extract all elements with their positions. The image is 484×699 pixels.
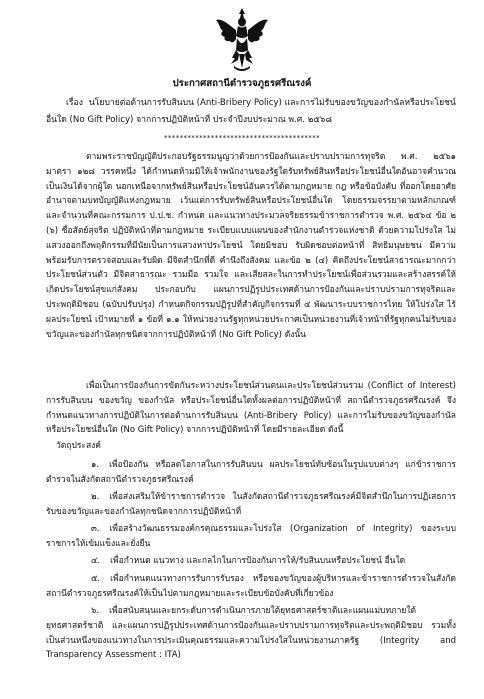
item-number: ๓. bbox=[91, 524, 100, 534]
subject-line bbox=[46, 95, 456, 129]
body-paragraph-2: เพื่อเป็นการป้องกันการขัดกันระหว่างประโยชน์ส่วนตนและประโยชน์ส่วนรวม (Conflict of Interest) การรับสินบน ของขวัญ ของกำนัล หรือประโยชน์อื่นใดทั้งผลต่อการปฏิบัติหน้าที่ สถานีตำรวจภูธรศรีณรงค์ จึงกำหนดแนวทางการปฏิบัติในการต่อต้านการรับสินบน (Anti-Bribery Policy) และการไม่รับของขวัญของกำนัลหรือประโยชน์อื่นใด (No Gift Policy) จากการปฏิบัติหน้าที่ โดยมีรายละเอียด ดังนี้ bbox=[46, 381, 456, 436]
garuda-emblem-icon bbox=[214, 6, 270, 76]
subject-text: นโยบายต่อต้านการรับสินบน (Anti-Bribery Policy) และการไม่รับของขวัญของกำนัลหรือประโยชน์อื่นใด (No Gift Policy) จากการปฏิบัติหน้าที่ ประจำปีงบประมาณ พ.ศ. ๒๕๖๘ bbox=[46, 98, 456, 125]
separator-stars: **************************************** bbox=[164, 134, 320, 142]
objective-item-5 bbox=[46, 572, 456, 602]
item-text: เพื่อสร้างวัฒนธรรมองค์กรคุณธรรมและโปร่งใส (Organization of Integrity) ของระบบราชการให้เข้มแข็งและยั่งยืน bbox=[46, 524, 456, 549]
objective-item-3 bbox=[46, 522, 456, 552]
objective-item-4 bbox=[46, 554, 456, 569]
item-text: เพื่อกำหนดแนวทางการรับการรับรอง หรือของขวัญของผู้บริหารและข้าราชการตำรวจในสังกัดสถานีตำรวจภูธรศรีณรงค์ให้เป็นไปตามกฎหมายและระเบียบข้อบังคับที่เกี่ยวข้อง bbox=[46, 574, 456, 599]
objective-item-2 bbox=[46, 490, 456, 520]
body-paragraph-1: ตามพระราชบัญญัติประกอบรัฐธรรมนูญว่าด้วยการป้องกันและปราบปรามการทุจริต พ.ศ. ๒๕๖๑ มาตรา ๑๒๘ วรรคหนึ่ง ได้กำหนดห้ามมิให้เจ้าพนักงานของรัฐใดรับทรัพย์สินหรือประโยชน์อื่นใดอันอาจคำนวณเป็นเงินได้จากผู้ใด นอกเหนือจากทรัพย์สินหรือประโยชน์อันควรได้ตามกฎหมาย กฎ หรือข้อบังคับ ที่ออกโดยอาศัยอำนาจตามบทบัญญัติแห่งกฎหมาย เว้นแต่การรับทรัพย์สินหรือประโยชน์อื่นใด โดยธรรมจรรยาตามหลักเกณฑ์และจำนวนที่คณะกรรมการ ป.ป.ช. กำหนด และแนวทางประมวลจริยธรรมข้าราชการตำรวจ พ.ศ. ๒๕๖๔ ข้อ ๒ (๖) ซื่อสัตย์สุจริต ปฏิบัติหน้าที่ตามกฎหมาย ระเบียบแบบแผนของสำนักงานตำรวจแห่งชาติ ด้วยความโปร่งใส ไม่แสวงออกถึงพฤติกรรมที่มีนัยเป็นการแสวงหาประโยชน์ โดยมิชอบ รับผิดชอบต่อหน้าที่ สิทธิมนุษยชน มีความพร้อมรับการตรวจสอบและรับผิด มีจิตสำนึกที่ดี คำนึงถึงสังคม และข้อ ๒ (๔) คิดถึงประโยชน์สาธารณะมากกว่าประโยชน์ส่วนตัว มีจิตสาธารณะ รวมมือ รวมใจ และเสียสละในการทำประโยชน์เพื่อส่วนรวมและสร้างสรรค์ให้เกิดประโยชน์สุขแก่สังคม ประกอบกับ แผนการปฏิรูปประเทศด้านการป้องกันและปราบปรามการทุจริตและประพฤติมิชอบ (ฉบับปรับปรุง) กำหนดกิจกรรมปฏิรูปที่สำคัญกิจกรรมที่ ๔ พัฒนาระบบราชการไทย ให้โปร่งใส ไร้ผลประโยชน์ เป้าหมายที่ ๑ ข้อที่ ๑.๑ ให้หน่วยงานรัฐทุกหน่วยประกาศเป็นหน่วยงานที่เจ้าหน้าที่รัฐทุกคนไม่รับของขวัญและของกำนัลทุกชนิดจากการปฏิบัติหน้าที่ (No Gift Policy) ดังนั้น bbox=[46, 152, 456, 340]
item-number: ๕. bbox=[91, 574, 101, 584]
item-number: ๑. bbox=[91, 460, 100, 470]
subject-label: เรื่อง bbox=[66, 98, 83, 108]
item-text: เพื่อส่งเสริมให้ข้าราชการตำรวจ ในสังกัดสถานีตำรวจภูธรศรีณรงค์มีจิตสำนึกในการปฏิเสธการรับของขวัญและของกำนัลทุกชนิดจากการปฏิบัติหน้าที่ bbox=[46, 492, 456, 517]
item-text: เพื่อป้องกัน หรือลดโอกาสในการรับสินบน ผลประโยชน์ทับซ้อนในรูปแบบต่างๆ แก่ข้าราชการตำรวจในสังกัดสถานีตำรวจภูธรศรีณรงค์ bbox=[46, 460, 456, 485]
item-number: ๒. bbox=[91, 492, 100, 502]
objective-item-6 bbox=[46, 604, 456, 663]
item-number: ๖. bbox=[91, 606, 100, 616]
item-text: เพื่อกำหนด แนวทาง และกลไกในการป้องกันการให้/รับสินบนหรือประโยชน์ อื่นใด bbox=[110, 556, 406, 566]
item-number: ๔. bbox=[91, 556, 101, 566]
document-title: ประกาศสถานีตำรวจภูธรศรีณรงค์ bbox=[172, 78, 312, 89]
objective-item-1 bbox=[46, 458, 456, 488]
objective-heading: วัตถุประสงค์ bbox=[56, 441, 101, 451]
item-text: เพื่อสนับสนุนและยกระดับการดำเนินการภายใต้ยุทธศาสตร์ชาติและแผนแม่บทภายใต้ยุทธศาสตร์ชาติ และแผนการปฏิรูปประเทศด้านการป้องกันและปราบปรามการทุจริตและประพฤติมิชอบ รวมทั้งเป็นส่วนหนึ่งของแนวทางในการประเมินคุณธรรมและความโปร่งใสในหน่วยงานภาครัฐ (Integrity and Transparency Assessment : ITA) bbox=[46, 606, 456, 661]
